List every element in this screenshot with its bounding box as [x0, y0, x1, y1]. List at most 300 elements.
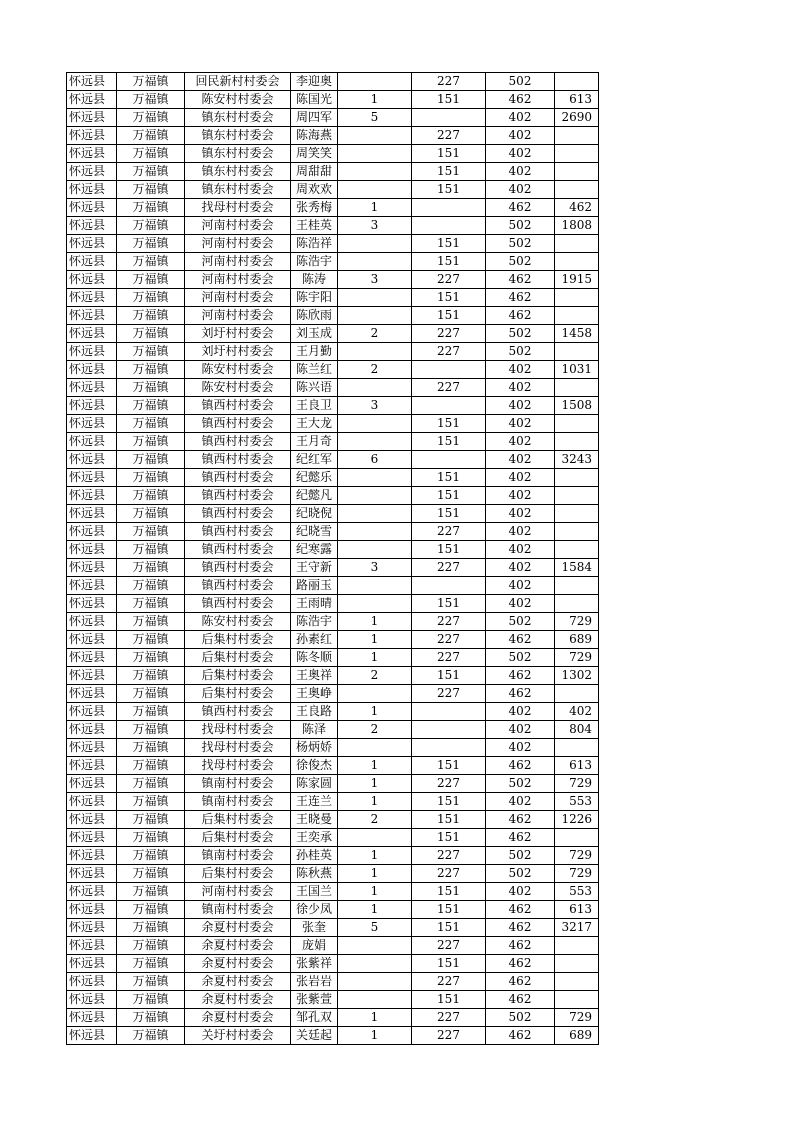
- table-row: [67, 361, 599, 379]
- table-row: [67, 469, 599, 487]
- town-cell: 万福镇: [117, 235, 185, 253]
- spreadsheet: [66, 72, 599, 1045]
- col7-cell: 402: [486, 739, 555, 757]
- count-cell: 1: [338, 793, 412, 811]
- col7-cell: 462: [486, 991, 555, 1009]
- amount-cell: 729: [555, 847, 599, 865]
- table-row: [67, 937, 599, 955]
- amount-cell: 1031: [555, 361, 599, 379]
- count-cell: 1: [338, 883, 412, 901]
- name-cell: 陈家圆: [291, 775, 338, 793]
- col6-cell: 151: [412, 991, 486, 1009]
- amount-cell: [555, 937, 599, 955]
- count-cell: 1: [338, 1009, 412, 1027]
- col6-cell: 151: [412, 469, 486, 487]
- county-cell: 怀远县: [67, 217, 117, 235]
- col7-cell: 402: [486, 487, 555, 505]
- count-cell: 3: [338, 271, 412, 289]
- village-cell: 后集村村委会: [185, 631, 291, 649]
- town-cell: 万福镇: [117, 469, 185, 487]
- county-cell: 怀远县: [67, 685, 117, 703]
- county-cell: 怀远县: [67, 667, 117, 685]
- count-cell: 2: [338, 811, 412, 829]
- county-cell: 怀远县: [67, 595, 117, 613]
- col7-cell: 462: [486, 91, 555, 109]
- table-row: [67, 523, 599, 541]
- table-row: [67, 1009, 599, 1027]
- village-cell: 后集村村委会: [185, 685, 291, 703]
- table-row: [67, 181, 599, 199]
- count-cell: 1: [338, 757, 412, 775]
- col7-cell: 402: [486, 721, 555, 739]
- village-cell: 镇西村村委会: [185, 523, 291, 541]
- col6-cell: [412, 577, 486, 595]
- table-row: [67, 721, 599, 739]
- col6-cell: [412, 739, 486, 757]
- county-cell: 怀远县: [67, 613, 117, 631]
- count-cell: [338, 163, 412, 181]
- town-cell: 万福镇: [117, 793, 185, 811]
- table-row: [67, 631, 599, 649]
- col7-cell: 402: [486, 577, 555, 595]
- village-cell: 镇南村村委会: [185, 775, 291, 793]
- county-cell: 怀远县: [67, 73, 117, 91]
- county-cell: 怀远县: [67, 721, 117, 739]
- table-row: [67, 667, 599, 685]
- county-cell: 怀远县: [67, 451, 117, 469]
- table-row: [67, 487, 599, 505]
- count-cell: [338, 343, 412, 361]
- amount-cell: 729: [555, 1009, 599, 1027]
- table-row: [67, 991, 599, 1009]
- col7-cell: 462: [486, 199, 555, 217]
- town-cell: 万福镇: [117, 721, 185, 739]
- table-row: [67, 685, 599, 703]
- count-cell: 1: [338, 775, 412, 793]
- col7-cell: 502: [486, 343, 555, 361]
- county-cell: 怀远县: [67, 181, 117, 199]
- col7-cell: 402: [486, 559, 555, 577]
- town-cell: 万福镇: [117, 325, 185, 343]
- col6-cell: 227: [412, 559, 486, 577]
- county-cell: 怀远县: [67, 991, 117, 1009]
- county-cell: 怀远县: [67, 469, 117, 487]
- count-cell: [338, 73, 412, 91]
- name-cell: 周甜甜: [291, 163, 338, 181]
- col6-cell: 227: [412, 523, 486, 541]
- table-row: [67, 73, 599, 91]
- county-cell: 怀远县: [67, 883, 117, 901]
- amount-cell: [555, 343, 599, 361]
- name-cell: 陈宇阳: [291, 289, 338, 307]
- name-cell: 王大龙: [291, 415, 338, 433]
- name-cell: 徐俊杰: [291, 757, 338, 775]
- count-cell: 1: [338, 199, 412, 217]
- town-cell: 万福镇: [117, 397, 185, 415]
- count-cell: [338, 523, 412, 541]
- amount-cell: 1584: [555, 559, 599, 577]
- amount-cell: [555, 505, 599, 523]
- name-cell: 路丽玉: [291, 577, 338, 595]
- village-cell: 后集村村委会: [185, 865, 291, 883]
- county-cell: 怀远县: [67, 793, 117, 811]
- village-cell: 余夏村村委会: [185, 919, 291, 937]
- village-cell: 镇西村村委会: [185, 433, 291, 451]
- col6-cell: 227: [412, 1009, 486, 1027]
- col7-cell: 502: [486, 253, 555, 271]
- county-cell: 怀远县: [67, 811, 117, 829]
- town-cell: 万福镇: [117, 937, 185, 955]
- count-cell: 2: [338, 667, 412, 685]
- count-cell: [338, 991, 412, 1009]
- count-cell: [338, 487, 412, 505]
- col7-cell: 462: [486, 289, 555, 307]
- table-row: [67, 415, 599, 433]
- town-cell: 万福镇: [117, 541, 185, 559]
- county-cell: 怀远县: [67, 559, 117, 577]
- amount-cell: [555, 73, 599, 91]
- col7-cell: 402: [486, 361, 555, 379]
- table-row: [67, 757, 599, 775]
- col6-cell: 151: [412, 757, 486, 775]
- table-row: [67, 199, 599, 217]
- county-cell: 怀远县: [67, 829, 117, 847]
- col6-cell: 227: [412, 973, 486, 991]
- col7-cell: 402: [486, 595, 555, 613]
- col6-cell: 151: [412, 919, 486, 937]
- count-cell: 1: [338, 865, 412, 883]
- col7-cell: 462: [486, 1027, 555, 1045]
- amount-cell: 729: [555, 775, 599, 793]
- county-cell: 怀远县: [67, 271, 117, 289]
- count-cell: [338, 973, 412, 991]
- col6-cell: 151: [412, 955, 486, 973]
- county-cell: 怀远县: [67, 397, 117, 415]
- name-cell: 王奥祥: [291, 667, 338, 685]
- col6-cell: [412, 199, 486, 217]
- town-cell: 万福镇: [117, 127, 185, 145]
- table-row: [67, 253, 599, 271]
- town-cell: 万福镇: [117, 577, 185, 595]
- col6-cell: 151: [412, 307, 486, 325]
- table-row: [67, 613, 599, 631]
- county-cell: 怀远县: [67, 847, 117, 865]
- county-cell: 怀远县: [67, 163, 117, 181]
- col7-cell: 402: [486, 181, 555, 199]
- count-cell: [338, 505, 412, 523]
- col6-cell: 227: [412, 271, 486, 289]
- table-row: [67, 541, 599, 559]
- town-cell: 万福镇: [117, 847, 185, 865]
- village-cell: 后集村村委会: [185, 811, 291, 829]
- col6-cell: 227: [412, 631, 486, 649]
- town-cell: 万福镇: [117, 487, 185, 505]
- county-cell: 怀远县: [67, 145, 117, 163]
- col7-cell: 502: [486, 217, 555, 235]
- village-cell: 陈安村村委会: [185, 361, 291, 379]
- town-cell: 万福镇: [117, 595, 185, 613]
- amount-cell: [555, 739, 599, 757]
- col6-cell: 227: [412, 937, 486, 955]
- table-row: [67, 739, 599, 757]
- town-cell: 万福镇: [117, 505, 185, 523]
- town-cell: 万福镇: [117, 433, 185, 451]
- col6-cell: [412, 721, 486, 739]
- name-cell: 陈秋燕: [291, 865, 338, 883]
- village-cell: 河南村村委会: [185, 253, 291, 271]
- col6-cell: 151: [412, 793, 486, 811]
- amount-cell: [555, 253, 599, 271]
- table-row: [67, 829, 599, 847]
- county-cell: 怀远县: [67, 541, 117, 559]
- amount-cell: 2690: [555, 109, 599, 127]
- village-cell: 镇西村村委会: [185, 397, 291, 415]
- name-cell: 王连兰: [291, 793, 338, 811]
- town-cell: 万福镇: [117, 865, 185, 883]
- amount-cell: 613: [555, 91, 599, 109]
- county-cell: 怀远县: [67, 757, 117, 775]
- count-cell: [338, 829, 412, 847]
- name-cell: 陈浩宇: [291, 253, 338, 271]
- count-cell: [338, 739, 412, 757]
- town-cell: 万福镇: [117, 667, 185, 685]
- col7-cell: 462: [486, 307, 555, 325]
- count-cell: 6: [338, 451, 412, 469]
- amount-cell: [555, 955, 599, 973]
- col6-cell: [412, 109, 486, 127]
- village-cell: 镇西村村委会: [185, 415, 291, 433]
- amount-cell: 729: [555, 865, 599, 883]
- town-cell: 万福镇: [117, 361, 185, 379]
- village-cell: 镇东村村委会: [185, 163, 291, 181]
- name-cell: 孙素红: [291, 631, 338, 649]
- col6-cell: 151: [412, 145, 486, 163]
- col7-cell: 462: [486, 901, 555, 919]
- count-cell: 1: [338, 847, 412, 865]
- table-row: [67, 109, 599, 127]
- col6-cell: 227: [412, 1027, 486, 1045]
- county-cell: 怀远县: [67, 253, 117, 271]
- name-cell: 纪寒露: [291, 541, 338, 559]
- county-cell: 怀远县: [67, 937, 117, 955]
- table-row: [67, 235, 599, 253]
- count-cell: [338, 127, 412, 145]
- table-row: [67, 127, 599, 145]
- amount-cell: [555, 379, 599, 397]
- name-cell: 纪晓雪: [291, 523, 338, 541]
- col6-cell: [412, 451, 486, 469]
- table-row: [67, 505, 599, 523]
- village-cell: 陈安村村委会: [185, 91, 291, 109]
- col6-cell: 151: [412, 91, 486, 109]
- col6-cell: 227: [412, 685, 486, 703]
- name-cell: 孙桂英: [291, 847, 338, 865]
- county-cell: 怀远县: [67, 199, 117, 217]
- county-cell: 怀远县: [67, 109, 117, 127]
- county-cell: 怀远县: [67, 577, 117, 595]
- data-table: [66, 72, 599, 1045]
- table-row: [67, 811, 599, 829]
- table-row: [67, 433, 599, 451]
- county-cell: 怀远县: [67, 379, 117, 397]
- col6-cell: 151: [412, 289, 486, 307]
- table-row: [67, 307, 599, 325]
- col6-cell: [412, 361, 486, 379]
- col6-cell: 227: [412, 73, 486, 91]
- col6-cell: 151: [412, 433, 486, 451]
- col7-cell: 402: [486, 433, 555, 451]
- county-cell: 怀远县: [67, 307, 117, 325]
- town-cell: 万福镇: [117, 379, 185, 397]
- amount-cell: [555, 523, 599, 541]
- table-row: [67, 703, 599, 721]
- col6-cell: 151: [412, 541, 486, 559]
- col7-cell: 462: [486, 937, 555, 955]
- village-cell: 镇南村村委会: [185, 847, 291, 865]
- name-cell: 陈海燕: [291, 127, 338, 145]
- name-cell: 周欢欢: [291, 181, 338, 199]
- count-cell: 1: [338, 91, 412, 109]
- count-cell: [338, 685, 412, 703]
- col6-cell: 227: [412, 649, 486, 667]
- col7-cell: 462: [486, 757, 555, 775]
- col7-cell: 502: [486, 775, 555, 793]
- col6-cell: [412, 397, 486, 415]
- count-cell: [338, 433, 412, 451]
- name-cell: 纪懿乐: [291, 469, 338, 487]
- county-cell: 怀远县: [67, 361, 117, 379]
- amount-cell: 613: [555, 901, 599, 919]
- village-cell: 河南村村委会: [185, 883, 291, 901]
- count-cell: [338, 307, 412, 325]
- name-cell: 徐少凤: [291, 901, 338, 919]
- amount-cell: [555, 235, 599, 253]
- amount-cell: [555, 541, 599, 559]
- name-cell: 张岩岩: [291, 973, 338, 991]
- village-cell: 后集村村委会: [185, 649, 291, 667]
- table-row: [67, 559, 599, 577]
- amount-cell: 729: [555, 649, 599, 667]
- town-cell: 万福镇: [117, 343, 185, 361]
- county-cell: 怀远县: [67, 289, 117, 307]
- name-cell: 陈冬顺: [291, 649, 338, 667]
- village-cell: 镇西村村委会: [185, 577, 291, 595]
- table-row: [67, 217, 599, 235]
- table-row: [67, 325, 599, 343]
- county-cell: 怀远县: [67, 919, 117, 937]
- table-row: [67, 595, 599, 613]
- name-cell: 周四军: [291, 109, 338, 127]
- col7-cell: 402: [486, 145, 555, 163]
- name-cell: 张秀梅: [291, 199, 338, 217]
- village-cell: 镇东村村委会: [185, 145, 291, 163]
- col7-cell: 402: [486, 379, 555, 397]
- col7-cell: 402: [486, 505, 555, 523]
- village-cell: 镇南村村委会: [185, 901, 291, 919]
- name-cell: 张紫祥: [291, 955, 338, 973]
- town-cell: 万福镇: [117, 181, 185, 199]
- village-cell: 镇东村村委会: [185, 109, 291, 127]
- count-cell: 1: [338, 631, 412, 649]
- col7-cell: 462: [486, 667, 555, 685]
- col7-cell: 462: [486, 685, 555, 703]
- table-row: [67, 289, 599, 307]
- amount-cell: [555, 181, 599, 199]
- count-cell: 2: [338, 721, 412, 739]
- name-cell: 张紫萱: [291, 991, 338, 1009]
- name-cell: 王桂英: [291, 217, 338, 235]
- col6-cell: 227: [412, 847, 486, 865]
- table-row: [67, 955, 599, 973]
- village-cell: 回民新村村委会: [185, 73, 291, 91]
- village-cell: 陈安村村委会: [185, 379, 291, 397]
- col6-cell: 151: [412, 253, 486, 271]
- name-cell: 陈泽: [291, 721, 338, 739]
- col6-cell: 227: [412, 775, 486, 793]
- village-cell: 河南村村委会: [185, 289, 291, 307]
- town-cell: 万福镇: [117, 271, 185, 289]
- name-cell: 刘玉成: [291, 325, 338, 343]
- amount-cell: 402: [555, 703, 599, 721]
- name-cell: 王奕承: [291, 829, 338, 847]
- town-cell: 万福镇: [117, 883, 185, 901]
- town-cell: 万福镇: [117, 217, 185, 235]
- col7-cell: 462: [486, 631, 555, 649]
- name-cell: 王晓曼: [291, 811, 338, 829]
- name-cell: 关廷起: [291, 1027, 338, 1045]
- town-cell: 万福镇: [117, 829, 185, 847]
- col6-cell: 227: [412, 325, 486, 343]
- town-cell: 万福镇: [117, 523, 185, 541]
- town-cell: 万福镇: [117, 901, 185, 919]
- col7-cell: 402: [486, 397, 555, 415]
- town-cell: 万福镇: [117, 757, 185, 775]
- amount-cell: 1302: [555, 667, 599, 685]
- count-cell: 3: [338, 559, 412, 577]
- village-cell: 找母村村委会: [185, 199, 291, 217]
- town-cell: 万福镇: [117, 703, 185, 721]
- count-cell: 1: [338, 613, 412, 631]
- town-cell: 万福镇: [117, 919, 185, 937]
- town-cell: 万福镇: [117, 109, 185, 127]
- table-row: [67, 919, 599, 937]
- count-cell: [338, 415, 412, 433]
- col6-cell: 151: [412, 235, 486, 253]
- village-cell: 河南村村委会: [185, 271, 291, 289]
- count-cell: [338, 145, 412, 163]
- county-cell: 怀远县: [67, 955, 117, 973]
- count-cell: 3: [338, 397, 412, 415]
- amount-cell: 3217: [555, 919, 599, 937]
- col6-cell: 151: [412, 901, 486, 919]
- town-cell: 万福镇: [117, 613, 185, 631]
- county-cell: 怀远县: [67, 631, 117, 649]
- name-cell: 邹孔双: [291, 1009, 338, 1027]
- name-cell: 王雨晴: [291, 595, 338, 613]
- count-cell: 5: [338, 919, 412, 937]
- table-row: [67, 271, 599, 289]
- village-cell: 镇西村村委会: [185, 505, 291, 523]
- count-cell: 3: [338, 217, 412, 235]
- amount-cell: [555, 127, 599, 145]
- amount-cell: [555, 685, 599, 703]
- col6-cell: 227: [412, 127, 486, 145]
- amount-cell: 729: [555, 613, 599, 631]
- col6-cell: 151: [412, 487, 486, 505]
- col6-cell: 151: [412, 829, 486, 847]
- amount-cell: [555, 829, 599, 847]
- table-row: [67, 451, 599, 469]
